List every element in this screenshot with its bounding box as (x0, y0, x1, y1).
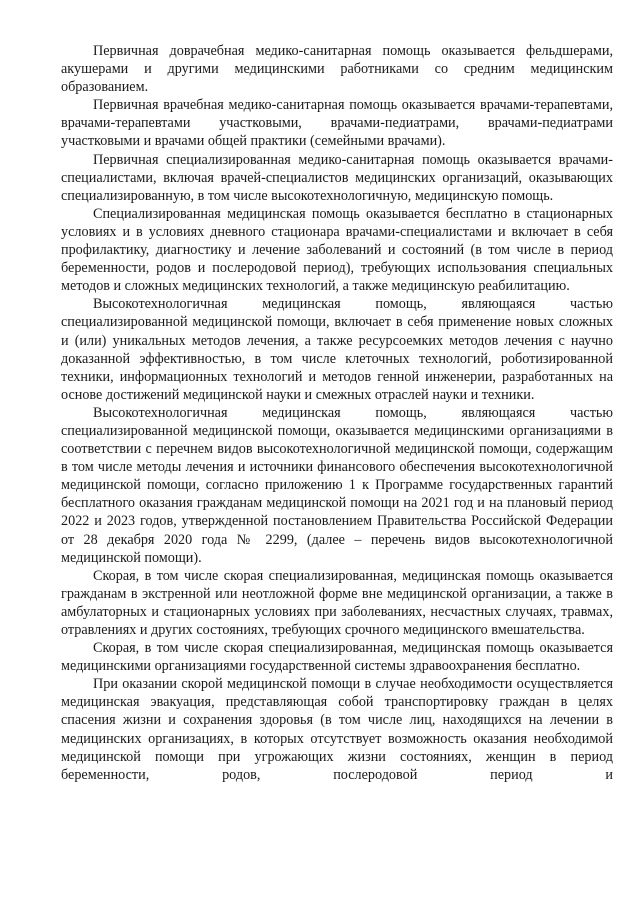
paragraph-high-tech-care-definition: Высокотехнологичная медицинская помощь, являющаяся частью специализированной медицинской помощи, включает в себя применение новых сложных и (или) уникальных методов лечения, а также ресурсоемких методов лечения с научно доказанной эффективностью, в том числе клеточных технологий, роботизированной техники, информационных технологий и методов генной инженерии, разработанных на основе достижений медицинской науки и смежных отраслей науки и техники. (61, 296, 613, 403)
paragraph-emergency-care: Скорая, в том числе скорая специализированная, медицинская помощь оказывается гражданам в экстренной или неотложной форме вне медицинской организации, а также в амбулаторных и стационарных условиях при заболеваниях, несчастных случаях, травмах, отравлениях и других состояниях, требующих срочного медицинского вмешательства. (61, 567, 613, 638)
paragraph-primary-physician-care: Первичная врачебная медико-санитарная помощь оказывается врачами-терапевтами, врачами-терапевтами участковыми, врачами-педиатрами, врачами-педиатрами участковыми и врачами общей практики (семейными врачами). (61, 97, 613, 150)
paragraph-primary-specialized-care: Первичная специализированная медико-санитарная помощь оказывается врачами-специалистами, включая врачей-специалистов медицинских организаций, оказывающих специализированную, в том числе высокотехнологичную, медицинскую помощь. (61, 151, 613, 204)
paragraph-primary-prehospital-care: Первичная доврачебная медико-санитарная помощь оказывается фельдшерами, акушерами и другими медицинскими работниками со средним медицинским образованием. (61, 43, 613, 96)
paragraph-emergency-care-free: Скорая, в том числе скорая специализированная, медицинская помощь оказывается медицинскими организациями государственной системы здравоохранения бесплатно. (61, 640, 613, 675)
paragraph-high-tech-care-provision: Высокотехнологичная медицинская помощь, являющаяся частью специализированной медицинской помощи, оказывается медицинскими организациями в соответствии с перечнем видов высокотехнологичной медицинской помощи, содержащим в том числе методы лечения и источники финансового обеспечения высокотехнологичной медицинской помощи, согласно приложению 1 к Программе государственных гарантий бесплатного оказания гражданам медицинской помощи на 2021 год и на плановый период 2022 и 2023 годов, утвержденной постановлением Правительства Российской Федерации от 28 декабря 2020 года № 2299, (далее – перечень видов высокотехнологичной медицинской помощи). (61, 404, 613, 566)
paragraph-specialized-care: Специализированная медицинская помощь оказывается бесплатно в стационарных условиях и в условиях дневного стационара врачами-специалистами и включает в себя профилактику, диагностику и лечение заболеваний и состояний (в том числе в период беременности, родов и послеродовой период), требующих использования специальных методов и сложных медицинских технологий, а также медицинскую реабилитацию. (61, 205, 613, 295)
document-page (61, 42, 613, 784)
paragraph-medical-evacuation: При оказании скорой медицинской помощи в случае необходимости осуществляется медицинская эвакуация, представляющая собой транспортировку граждан в целях спасения жизни и сохранения здоровья (в том числе лиц, находящихся на лечении в медицинских организациях, в которых отсутствует возможность оказания необходимой медицинской помощи при угрожающих жизни состояниях, женщин в период беременности, родов, послеродовой период и (61, 676, 613, 783)
